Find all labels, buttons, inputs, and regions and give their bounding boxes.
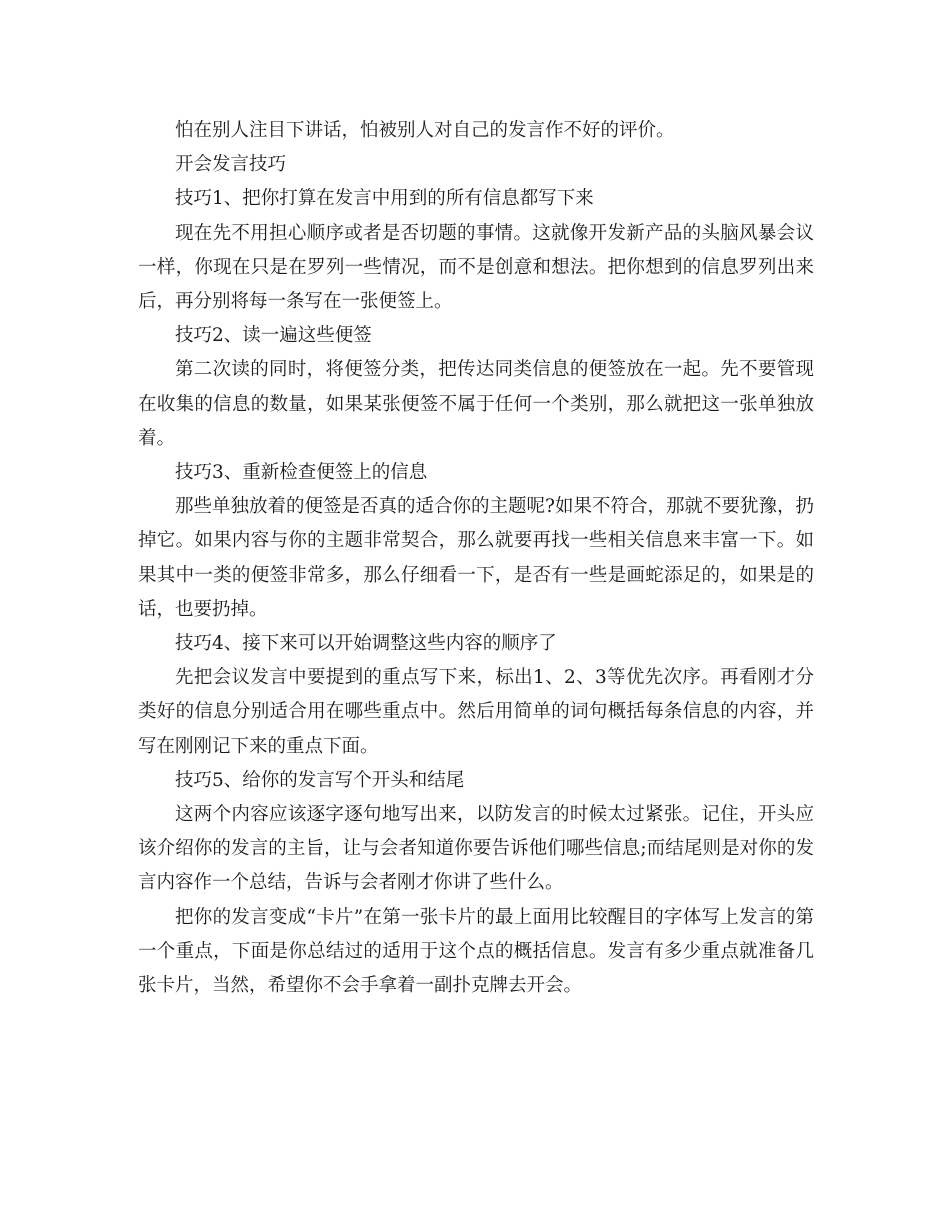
tip-4-heading: 技巧4、接下来可以开始调整这些内容的顺序了 <box>175 633 557 655</box>
tip-4-body: 先把会议发言中要提到的重点写下来，标出1、2、3等优先次序。再看刚才分类好的信息分别适合用在哪些重点中。然后用简单的词句概括每条信息的内容，并写在刚刚记下来的重点下面。 <box>138 667 814 757</box>
paragraph-cards: 把你的发言变成“卡片”在第一张卡片的最上面用比较醒目的字体写上发言的第一个重点，下面是你总结过的适用于这个点的概括信息。发言有多少重点就准备几张卡片，当然，希望你不会手拿着一副扑克牌去开会。 <box>138 906 814 997</box>
tip-2-heading: 技巧2、读一遍这些便签 <box>175 325 372 347</box>
tip-3-heading: 技巧3、重新检查便签上的信息 <box>175 462 428 484</box>
tip-5-heading: 技巧5、给你的发言写个开头和结尾 <box>175 769 465 791</box>
paragraph-intro: 怕在别人注目下讲话，怕被别人对自己的发言作不好的评价。 <box>175 120 675 141</box>
document-body <box>138 114 814 1003</box>
tip-2-body: 第二次读的同时，将便签分类，把传达同类信息的便签放在一起。先不要管现在收集的信息的数量，如果某张便签不属于任何一个类别，那么就把这一张单独放着。 <box>138 359 814 449</box>
tip-1-body: 现在先不用担心顺序或者是否切题的事情。这就像开发新产品的头脑风暴会议一样，你现在只是在罗列一些情况，而不是创意和想法。把你想到的信息罗列出来后，再分别将每一条写在一张便签上。 <box>138 222 814 313</box>
section-heading: 开会发言技巧 <box>175 154 287 176</box>
tip-5-body: 这两个内容应该逐字逐句地写出来，以防发言的时候太过紧张。记住，开头应该介绍你的发言的主旨，让与会者知道你要告诉他们哪些信息;而结尾则是对你的发言内容作一个总结，告诉与会者刚才你讲了些什么。 <box>138 804 814 894</box>
tip-3-body: 那些单独放着的便签是否真的适合你的主题呢?如果不符合，那就不要犹豫，扔掉它。如果内容与你的主题非常契合，那么就要再找一些相关信息来丰富一下。如果其中一类的便签非常多，那么仔细看一下，是否有一些是画蛇添足的，如果是的话，也要扔掉。 <box>138 496 814 620</box>
tip-1-heading: 技巧1、把你打算在发言中用到的所有信息都写下来 <box>175 188 594 210</box>
